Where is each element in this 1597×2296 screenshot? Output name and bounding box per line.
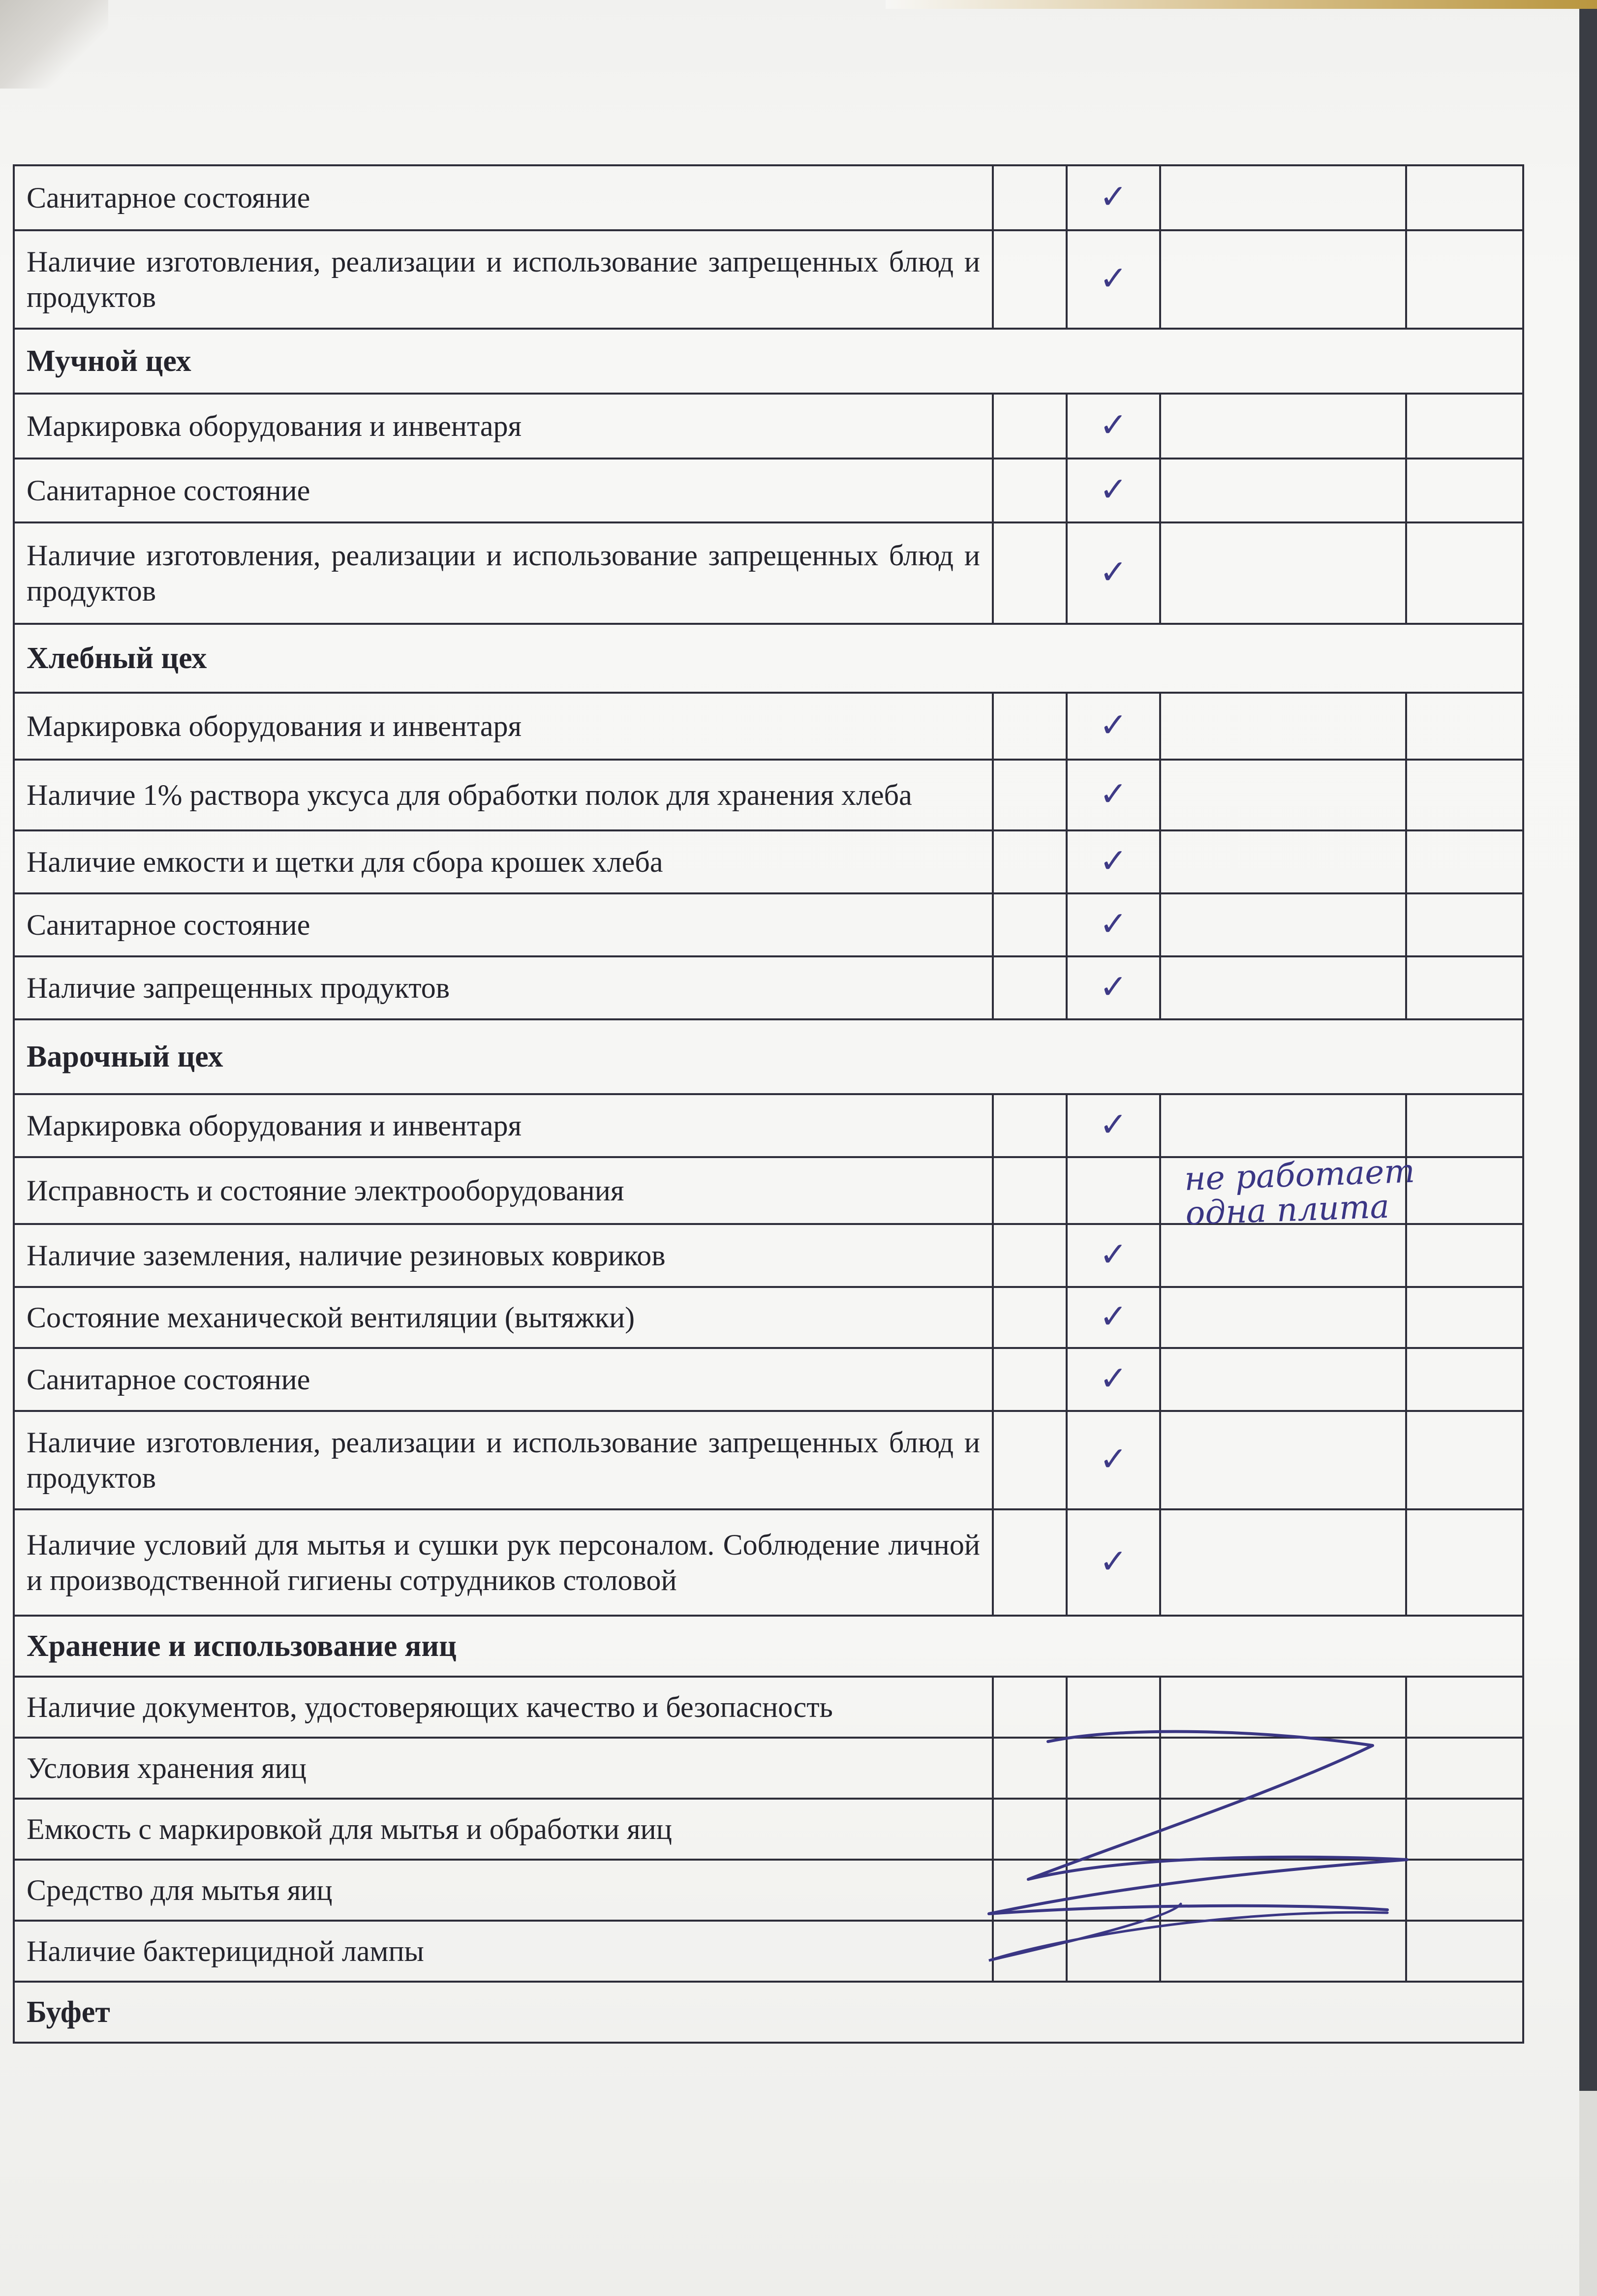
criterion-label: Санитарное состояние — [14, 459, 993, 522]
check-mark-icon: ✓ — [1099, 1359, 1128, 1398]
criterion-label: Наличие заземления, наличие резиновых ковриков — [14, 1224, 993, 1287]
answer-cell-1 — [993, 1860, 1067, 1921]
answer-cell-1 — [993, 760, 1067, 830]
remarks-cell — [1160, 1921, 1406, 1982]
checklist-row — [14, 830, 1523, 893]
handwritten-remark: не работает одна плита — [1183, 1152, 1415, 1232]
answer-cell-4 — [1406, 1287, 1523, 1348]
remarks-cell — [1160, 459, 1406, 522]
answer-cell-2 — [1067, 1738, 1160, 1799]
answer-cell-4 — [1406, 1677, 1523, 1738]
checklist-row — [14, 693, 1523, 760]
answer-cell-2 — [1067, 893, 1160, 956]
remarks-cell — [1160, 956, 1406, 1019]
remarks-cell — [1160, 693, 1406, 760]
answer-cell-1 — [993, 1799, 1067, 1860]
answer-cell-1 — [993, 830, 1067, 893]
checklist-row — [14, 760, 1523, 830]
answer-cell-1 — [993, 230, 1067, 329]
remarks-cell — [1160, 522, 1406, 624]
answer-cell-2 — [1067, 459, 1160, 522]
answer-cell-2 — [1067, 1921, 1160, 1982]
answer-cell-4 — [1406, 394, 1523, 459]
answer-cell-2 — [1067, 760, 1160, 830]
answer-cell-2 — [1067, 1287, 1160, 1348]
answer-cell-1 — [993, 165, 1067, 230]
answer-cell-1 — [993, 1224, 1067, 1287]
answer-cell-4 — [1406, 760, 1523, 830]
criterion-label: Санитарное состояние — [14, 165, 993, 230]
checklist-row — [14, 1287, 1523, 1348]
answer-cell-1 — [993, 1157, 1067, 1224]
checklist-rows — [14, 165, 1523, 2043]
check-mark-icon: ✓ — [1099, 706, 1128, 745]
folded-corner-shadow — [0, 0, 108, 89]
check-mark-icon: ✓ — [1099, 1542, 1128, 1581]
answer-cell-1 — [993, 522, 1067, 624]
checklist-row — [14, 165, 1523, 230]
inspection-checklist-table — [13, 164, 1524, 2044]
checklist-row — [14, 394, 1523, 459]
answer-cell-1 — [993, 1921, 1067, 1982]
answer-cell-1 — [993, 1411, 1067, 1509]
check-mark-icon: ✓ — [1099, 775, 1128, 814]
remarks-cell — [1160, 893, 1406, 956]
checklist-row — [14, 459, 1523, 522]
remarks-cell — [1160, 1287, 1406, 1348]
criterion-label: Наличие изготовления, реализации и использование запрещенных блюд и продуктов — [14, 522, 993, 624]
checklist-row — [14, 1799, 1523, 1860]
criterion-label: Маркировка оборудования и инвентаря — [14, 1094, 993, 1157]
remarks-cell — [1160, 1860, 1406, 1921]
answer-cell-2 — [1067, 830, 1160, 893]
checklist-row — [14, 1348, 1523, 1411]
answer-cell-2 — [1067, 693, 1160, 760]
answer-cell-2 — [1067, 1348, 1160, 1411]
remarks-cell — [1160, 760, 1406, 830]
answer-cell-2 — [1067, 1509, 1160, 1616]
checklist-row — [14, 522, 1523, 624]
criterion-label: Наличие изготовления, реализации и использование запрещенных блюд и продуктов — [14, 1411, 993, 1509]
criterion-label: Наличие запрещенных продуктов — [14, 956, 993, 1019]
answer-cell-2 — [1067, 1677, 1160, 1738]
page-edge-shadow — [1579, 2091, 1597, 2296]
answer-cell-4 — [1406, 1921, 1523, 1982]
answer-cell-2 — [1067, 1411, 1160, 1509]
section-header-row — [14, 1982, 1523, 2043]
check-mark-icon: ✓ — [1099, 842, 1128, 881]
answer-cell-4 — [1406, 1738, 1523, 1799]
check-mark-icon: ✓ — [1099, 178, 1128, 216]
answer-cell-1 — [993, 1094, 1067, 1157]
answer-cell-2 — [1067, 1094, 1160, 1157]
answer-cell-1 — [993, 693, 1067, 760]
answer-cell-4 — [1406, 230, 1523, 329]
answer-cell-2 — [1067, 1224, 1160, 1287]
criterion-label: Маркировка оборудования и инвентаря — [14, 394, 993, 459]
answer-cell-4 — [1406, 1224, 1523, 1287]
checklist-row — [14, 1738, 1523, 1799]
answer-cell-4 — [1406, 522, 1523, 624]
answer-cell-2 — [1067, 956, 1160, 1019]
section-title: Варочный цех — [14, 1019, 1523, 1094]
section-header-row — [14, 1019, 1523, 1094]
check-mark-icon: ✓ — [1099, 1297, 1128, 1336]
criterion-label: Наличие изготовления, реализации и использование запрещенных блюд и продуктов — [14, 230, 993, 329]
remarks-cell — [1160, 1094, 1406, 1157]
checklist-row — [14, 1860, 1523, 1921]
section-header-row — [14, 329, 1523, 394]
answer-cell-2 — [1067, 165, 1160, 230]
answer-cell-4 — [1406, 693, 1523, 760]
answer-cell-1 — [993, 1287, 1067, 1348]
answer-cell-4 — [1406, 1799, 1523, 1860]
criterion-label: Наличие бактерицидной лампы — [14, 1921, 993, 1982]
criterion-label: Емкость с маркировкой для мытья и обработки яиц — [14, 1799, 993, 1860]
remarks-cell — [1160, 1152, 1415, 1232]
answer-cell-4 — [1406, 165, 1523, 230]
criterion-label: Условия хранения яиц — [14, 1738, 993, 1799]
answer-cell-4 — [1406, 459, 1523, 522]
answer-cell-1 — [993, 893, 1067, 956]
criterion-label: Состояние механической вентиляции (вытяжки) — [14, 1287, 993, 1348]
remarks-cell — [1160, 830, 1406, 893]
check-mark-icon: ✓ — [1099, 470, 1128, 509]
criterion-label: Наличие условий для мытья и сушки рук персоналом. Соблюдение личной и производственной гигиены сотрудников столовой — [14, 1509, 993, 1616]
answer-cell-1 — [993, 956, 1067, 1019]
answer-cell-4 — [1406, 1860, 1523, 1921]
remarks-cell — [1160, 1677, 1406, 1738]
answer-cell-4 — [1406, 830, 1523, 893]
answer-cell-1 — [993, 1509, 1067, 1616]
answer-cell-4 — [1406, 1411, 1523, 1509]
checklist-row — [14, 893, 1523, 956]
remarks-cell — [1160, 1411, 1406, 1509]
answer-cell-4 — [1406, 1509, 1523, 1616]
answer-cell-4 — [1406, 1348, 1523, 1411]
check-mark-icon: ✓ — [1099, 553, 1128, 592]
checklist-row — [14, 1094, 1523, 1157]
checklist-row — [14, 1411, 1523, 1509]
answer-cell-2 — [1067, 1799, 1160, 1860]
check-mark-icon: ✓ — [1099, 905, 1128, 944]
remarks-cell — [1160, 394, 1406, 459]
check-mark-icon: ✓ — [1099, 1105, 1128, 1144]
check-mark-icon: ✓ — [1099, 1440, 1128, 1479]
criterion-label: Наличие документов, удостоверяющих качество и безопасность — [14, 1677, 993, 1738]
answer-cell-2 — [1067, 1157, 1160, 1224]
answer-cell-2 — [1067, 230, 1160, 329]
section-header-row — [14, 624, 1523, 693]
answer-cell-4 — [1406, 893, 1523, 956]
remarks-cell — [1160, 1509, 1406, 1616]
criterion-label: Наличие 1% раствора уксуса для обработки полок для хранения хлеба — [14, 760, 993, 830]
remarks-cell — [1160, 230, 1406, 329]
criterion-label: Исправность и состояние электрооборудования — [14, 1157, 993, 1224]
answer-cell-2 — [1067, 394, 1160, 459]
criterion-label: Маркировка оборудования и инвентаря — [14, 693, 993, 760]
answer-cell-2 — [1067, 1860, 1160, 1921]
checklist-row — [14, 1157, 1523, 1224]
answer-cell-4 — [1406, 1094, 1523, 1157]
answer-cell-4 — [1406, 956, 1523, 1019]
remarks-cell — [1160, 1224, 1406, 1287]
criterion-label: Наличие емкости и щетки для сбора крошек хлеба — [14, 830, 993, 893]
remarks-cell — [1160, 1348, 1406, 1411]
answer-cell-2 — [1067, 522, 1160, 624]
check-mark-icon: ✓ — [1099, 968, 1128, 1007]
remarks-cell — [1160, 1799, 1406, 1860]
criterion-label: Средство для мытья яиц — [14, 1860, 993, 1921]
checklist-row — [14, 230, 1523, 329]
desk-edge — [886, 0, 1597, 9]
section-title: Хлебный цех — [14, 624, 1523, 693]
answer-cell-1 — [993, 1348, 1067, 1411]
criterion-label: Санитарное состояние — [14, 1348, 993, 1411]
checklist-row — [14, 1509, 1523, 1616]
checklist-row — [14, 1224, 1523, 1287]
check-mark-icon: ✓ — [1099, 406, 1128, 445]
checklist-row — [14, 1677, 1523, 1738]
section-title: Хранение и использование яиц — [14, 1616, 1523, 1677]
criterion-label: Санитарное состояние — [14, 893, 993, 956]
section-header-row — [14, 1616, 1523, 1677]
remarks-cell — [1160, 165, 1406, 230]
check-mark-icon: ✓ — [1099, 259, 1128, 298]
answer-cell-1 — [993, 459, 1067, 522]
checklist-row — [14, 956, 1523, 1019]
answer-cell-1 — [993, 394, 1067, 459]
answer-cell-1 — [993, 1677, 1067, 1738]
section-title: Мучной цех — [14, 329, 1523, 394]
check-mark-icon: ✓ — [1099, 1235, 1128, 1274]
answer-cell-1 — [993, 1738, 1067, 1799]
remarks-cell — [1160, 1738, 1406, 1799]
section-title: Буфет — [14, 1982, 1523, 2043]
checklist-row — [14, 1921, 1523, 1982]
